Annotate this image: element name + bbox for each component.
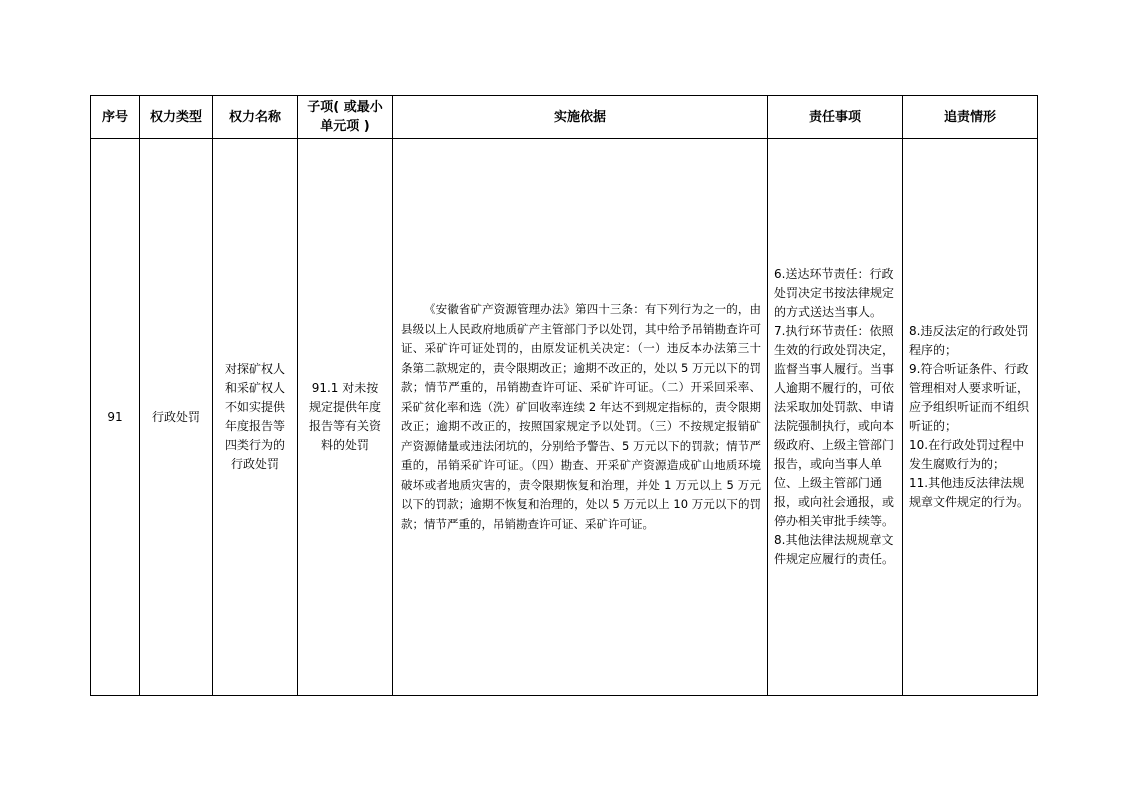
table-row bbox=[91, 139, 1038, 696]
power-list-table bbox=[90, 95, 1038, 696]
power-name-text: 对探矿权人和采矿权人不如实提供年度报告等四类行为的行政处罚 bbox=[225, 362, 286, 471]
cell-power-name bbox=[213, 139, 298, 696]
responsibility-list bbox=[768, 265, 902, 569]
header-power-type: 权力类型 bbox=[140, 96, 213, 139]
cell-power-type: 行政处罚 bbox=[140, 139, 213, 696]
responsibility-item: 7.执行环节责任：依照生效的行政处罚决定，监督当事人履行。当事人逾期不履行的，可依法采取加处罚款、申请法院强制执行，或向本级政府、上级主管部门报告，或向当事人单位、上级主管部门通报，或向社会通报，或停办相关审批手续等。 bbox=[774, 324, 895, 528]
header-sub-item-line1: 子项( 或最小 bbox=[307, 100, 383, 115]
basis-text: 《安徽省矿产资源管理办法》第四十三条：有下列行为之一的，由县级以上人民政府地质矿产主管部门予以处罚，其中给予吊销勘查许可证、采矿许可证处罚的，由原发证机关决定：（一）违反本办法第三十条第二款规定的，责令限期改正；逾期不改正的，处以 5 万元以下的罚款；情节严重的，吊销勘查许可证、采矿许可证。（二）开采回采率、采矿贫化率和选（洗）矿回收率连续 2 年达不到规定指标的，责令限期改正；逾期不改正的，按照国家规定予以处罚。（三）不按规定报销矿产资源储量或违法闭坑的，分别给予警告、5 万元以下的罚款；情节严重的，吊销采矿许可证。（四）勘查、开采矿产资源造成矿山地质环境破坏或者地质灾害的，责令限期恢复和治理，并处 1 万元以上 5 万元以下的罚款；逾期不恢复和治理的，处以 5 万元以上 10 万元以下的罚款；情节严重的，吊销勘查许可证、采矿许可证。 bbox=[401, 302, 761, 531]
cell-responsibility bbox=[768, 139, 903, 696]
header-sub-item bbox=[298, 96, 393, 139]
cell-sub-item bbox=[298, 139, 393, 696]
cell-seq: 91 bbox=[91, 139, 140, 696]
header-responsibility: 责任事项 bbox=[768, 96, 903, 139]
cell-accountability bbox=[903, 139, 1038, 696]
accountability-item: 9.符合听证条件、行政管理相对人要求听证，应予组织听证而不组织听证的； bbox=[909, 362, 1030, 433]
table-header bbox=[91, 96, 1038, 139]
accountability-list bbox=[903, 322, 1037, 512]
cell-basis bbox=[393, 139, 768, 696]
header-basis: 实施依据 bbox=[393, 96, 768, 139]
header-seq: 序号 bbox=[91, 96, 140, 139]
header-accountability: 追责情形 bbox=[903, 96, 1038, 139]
header-sub-item-line2: 单元项 ) bbox=[320, 119, 370, 134]
header-row bbox=[91, 96, 1038, 139]
table-body bbox=[91, 139, 1038, 696]
accountability-item: 8.违反法定的行政处罚程序的； bbox=[909, 324, 1029, 357]
accountability-item: 11.其他违反法律法规规章文件规定的行为。 bbox=[909, 476, 1030, 509]
accountability-item: 10.在行政处罚过程中发生腐败行为的； bbox=[909, 438, 1025, 471]
responsibility-item: 6.送达环节责任：行政处罚决定书按法律规定的方式送达当事人。 bbox=[774, 267, 895, 319]
sub-item-text: 91.1 对未按规定提供年度报告等有关资料的处罚 bbox=[308, 381, 381, 452]
responsibility-item: 8.其他法律法规规章文件规定应履行的责任。 bbox=[774, 533, 895, 566]
power-list-table-container bbox=[90, 95, 1038, 696]
header-power-name: 权力名称 bbox=[213, 96, 298, 139]
